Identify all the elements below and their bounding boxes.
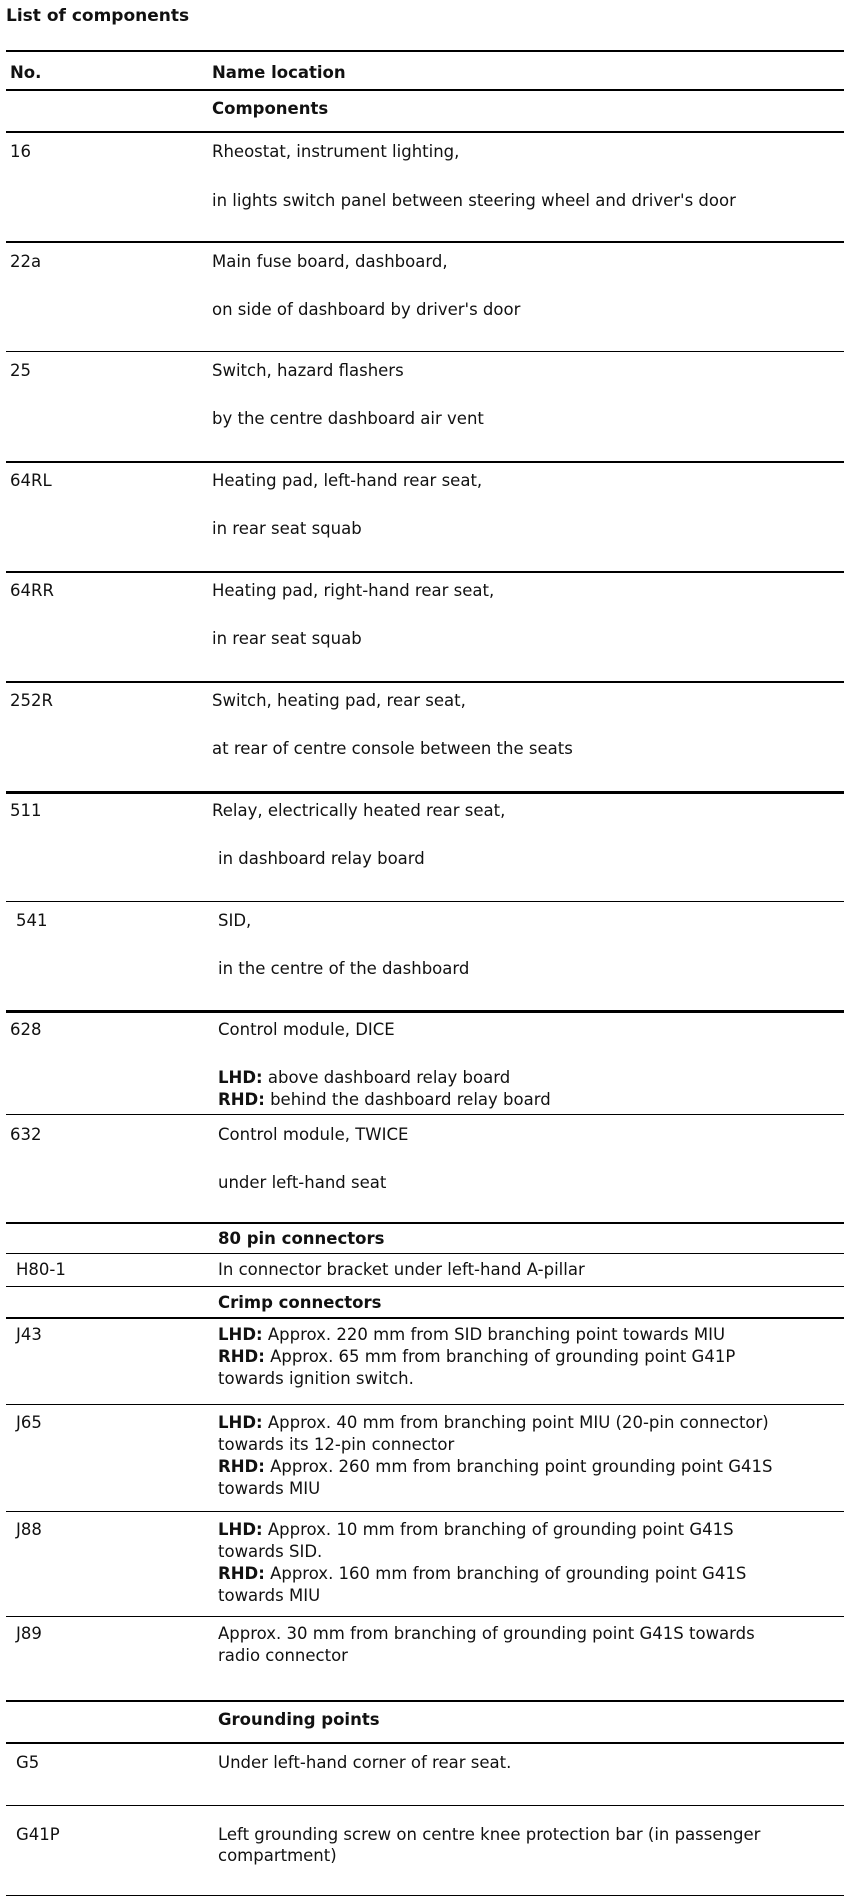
row-number: 628 bbox=[10, 1020, 42, 1039]
section-rule bbox=[6, 1742, 844, 1744]
row-number: G5 bbox=[16, 1753, 40, 1772]
section-rule bbox=[6, 1317, 844, 1319]
row-divider bbox=[6, 351, 844, 352]
row-name: Switch, hazard flashers bbox=[212, 361, 404, 380]
row-rhd-location bbox=[218, 1346, 848, 1368]
rhd-text: Approx. 160 mm from branching of grounding point G41S bbox=[270, 1564, 747, 1583]
lhd-text: above dashboard relay board bbox=[267, 1068, 511, 1087]
lhd-text: Approx. 10 mm from branching of grounding point G41S bbox=[267, 1520, 734, 1539]
row-divider bbox=[6, 1805, 844, 1806]
row-number: 22a bbox=[10, 252, 42, 271]
lhd-label: LHD: bbox=[218, 1520, 263, 1539]
row-divider bbox=[6, 1114, 844, 1115]
row-divider bbox=[6, 1286, 844, 1287]
row-divider bbox=[6, 1222, 844, 1224]
row-lhd-location bbox=[218, 1067, 848, 1089]
row-location-continuation: radio connector bbox=[218, 1646, 348, 1665]
row-divider bbox=[6, 571, 844, 573]
row-number: J43 bbox=[16, 1325, 42, 1344]
row-divider bbox=[6, 1511, 844, 1512]
lhd-label: LHD: bbox=[218, 1413, 263, 1432]
row-location: by the centre dashboard air vent bbox=[212, 409, 484, 428]
row-divider bbox=[6, 1616, 844, 1617]
rhd-label: RHD: bbox=[218, 1090, 265, 1109]
row-location: on side of dashboard by driver's door bbox=[212, 300, 521, 319]
row-location: in dashboard relay board bbox=[218, 849, 425, 868]
row-location: in the centre of the dashboard bbox=[218, 959, 470, 978]
row-rhd-continuation: towards ignition switch. bbox=[218, 1369, 414, 1388]
header-no: No. bbox=[10, 63, 42, 82]
rhd-label: RHD: bbox=[218, 1564, 265, 1583]
header-rule bbox=[6, 89, 844, 91]
row-rhd-location bbox=[218, 1456, 848, 1478]
row-number: J89 bbox=[16, 1624, 42, 1643]
row-lhd-continuation: towards SID. bbox=[218, 1542, 323, 1561]
row-rhd-continuation: towards MIU bbox=[218, 1586, 321, 1605]
row-name: Heating pad, left-hand rear seat, bbox=[212, 471, 483, 490]
row-name: Under left-hand corner of rear seat. bbox=[218, 1753, 512, 1772]
section-rule bbox=[6, 131, 844, 133]
lhd-text: Approx. 220 mm from SID branching point towards MIU bbox=[267, 1325, 726, 1344]
row-location-continuation: compartment) bbox=[218, 1846, 337, 1865]
row-number: 16 bbox=[10, 142, 31, 161]
row-location: in rear seat squab bbox=[212, 629, 362, 648]
row-rhd-continuation: towards MIU bbox=[218, 1479, 321, 1498]
row-lhd-location bbox=[218, 1412, 848, 1434]
row-name: SID, bbox=[218, 911, 252, 930]
table-top-rule bbox=[6, 50, 844, 52]
row-number: 511 bbox=[10, 801, 42, 820]
row-divider bbox=[6, 1404, 844, 1405]
row-lhd-location bbox=[218, 1324, 848, 1346]
row-name: Switch, heating pad, rear seat, bbox=[212, 691, 466, 710]
row-number: J65 bbox=[16, 1413, 42, 1432]
row-number: 25 bbox=[10, 361, 31, 380]
rhd-label: RHD: bbox=[218, 1347, 265, 1366]
table-bottom-rule bbox=[6, 1895, 844, 1896]
row-divider bbox=[6, 1010, 844, 1013]
lhd-label: LHD: bbox=[218, 1068, 263, 1087]
section-components: Components bbox=[212, 99, 329, 118]
row-number: G41P bbox=[16, 1825, 60, 1844]
row-number: 632 bbox=[10, 1125, 42, 1144]
section-crimp-connectors: Crimp connectors bbox=[218, 1293, 382, 1312]
row-number: H80-1 bbox=[16, 1260, 66, 1279]
row-divider bbox=[6, 1700, 844, 1702]
row-location: in lights switch panel between steering wheel and driver's door bbox=[212, 191, 736, 210]
page-title: List of components bbox=[6, 6, 190, 26]
row-location: in rear seat squab bbox=[212, 519, 362, 538]
section-grounding-points: Grounding points bbox=[218, 1710, 380, 1729]
row-name: Heating pad, right-hand rear seat, bbox=[212, 581, 495, 600]
row-divider bbox=[6, 791, 844, 794]
row-name: Relay, electrically heated rear seat, bbox=[212, 801, 506, 820]
row-name: Main fuse board, dashboard, bbox=[212, 252, 448, 271]
row-location: Approx. 30 mm from branching of grounding point G41S towards bbox=[218, 1624, 755, 1643]
row-lhd-location bbox=[218, 1519, 848, 1541]
row-divider bbox=[6, 681, 844, 683]
row-lhd-continuation: towards its 12-pin connector bbox=[218, 1435, 455, 1454]
section-80-pin-connectors: 80 pin connectors bbox=[218, 1229, 385, 1248]
row-location: at rear of centre console between the seats bbox=[212, 739, 573, 758]
lhd-label: LHD: bbox=[218, 1325, 263, 1344]
row-divider bbox=[6, 901, 844, 902]
header-name-location: Name location bbox=[212, 63, 346, 82]
row-divider bbox=[6, 461, 844, 463]
rhd-text: behind the dashboard relay board bbox=[270, 1090, 551, 1109]
row-rhd-location bbox=[218, 1089, 848, 1111]
row-number: 64RR bbox=[10, 581, 54, 600]
lhd-text: Approx. 40 mm from branching point MIU (20-pin connector) bbox=[267, 1413, 769, 1432]
row-name: Control module, DICE bbox=[218, 1020, 395, 1039]
row-number: 64RL bbox=[10, 471, 52, 490]
row-number: 541 bbox=[16, 911, 48, 930]
row-divider bbox=[6, 241, 844, 243]
row-number: J88 bbox=[16, 1520, 42, 1539]
rhd-text: Approx. 65 mm from branching of grounding point G41P bbox=[270, 1347, 736, 1366]
row-number: 252R bbox=[10, 691, 53, 710]
section-rule bbox=[6, 1253, 844, 1254]
rhd-text: Approx. 260 mm from branching point grounding point G41S bbox=[270, 1457, 773, 1476]
row-name: In connector bracket under left-hand A-pillar bbox=[218, 1260, 585, 1279]
row-name: Rheostat, instrument lighting, bbox=[212, 142, 460, 161]
row-rhd-location bbox=[218, 1563, 848, 1585]
row-name: Control module, TWICE bbox=[218, 1125, 409, 1144]
rhd-label: RHD: bbox=[218, 1457, 265, 1476]
row-location: Left grounding screw on centre knee protection bar (in passenger bbox=[218, 1825, 761, 1844]
row-location: under left-hand seat bbox=[218, 1173, 387, 1192]
